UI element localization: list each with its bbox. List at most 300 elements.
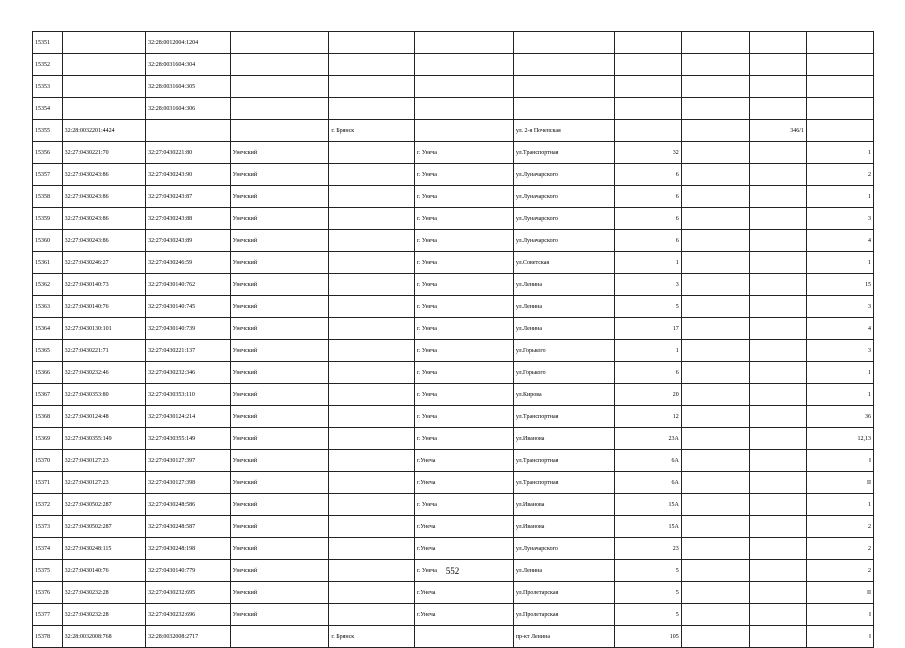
cell-apartment-left [749, 450, 806, 472]
table-row [33, 296, 874, 318]
cell-city: г. Унеча [415, 164, 514, 186]
cell-cadastral-number: 32:28:0032008:2717 [146, 626, 231, 648]
cell-source-cadastral-number: 32:28:0032008:768 [62, 626, 145, 648]
cell-row-number: 15371 [33, 472, 63, 494]
cell-source-cadastral-number: 32:27:0430221:70 [62, 142, 145, 164]
cell-district: Унечский [230, 296, 329, 318]
cell-street: ул.Кирова [513, 384, 614, 406]
cell-cadastral-number: 32:27:0430232:695 [146, 582, 231, 604]
cell-apartment: 2 [806, 164, 873, 186]
cell-city: г. Унеча [415, 340, 514, 362]
cell-house-number: 15А [614, 494, 681, 516]
cell-building [681, 472, 749, 494]
cell-apartment: 3 [806, 340, 873, 362]
cell-row-number: 15361 [33, 252, 63, 274]
cell-source-cadastral-number [62, 76, 145, 98]
cell-district: Унечский [230, 428, 329, 450]
cell-district: Унечский [230, 362, 329, 384]
cell-source-cadastral-number: 32:27:0430353:80 [62, 384, 145, 406]
cell-apartment-left [749, 384, 806, 406]
cell-cadastral-number: 32:27:0430243:87 [146, 186, 231, 208]
cell-house-number [614, 54, 681, 76]
cell-city-left [329, 340, 415, 362]
cell-apartment-left: 346/1 [749, 120, 806, 142]
cell-city [415, 120, 514, 142]
cell-city: г. Унеча [415, 362, 514, 384]
cell-city: г. Унеча [415, 318, 514, 340]
cell-source-cadastral-number: 32:27:0430243:86 [62, 208, 145, 230]
cell-house-number [614, 32, 681, 54]
cell-street: ул.Иванова [513, 494, 614, 516]
cell-apartment-left [749, 538, 806, 560]
cell-house-number [614, 120, 681, 142]
cell-street: ул.Транспортная [513, 450, 614, 472]
cell-building [681, 582, 749, 604]
cell-apartment-left [749, 582, 806, 604]
cell-source-cadastral-number: 32:27:0430355:149 [62, 428, 145, 450]
cell-row-number: 15353 [33, 76, 63, 98]
cell-city: г.Унеча [415, 582, 514, 604]
cell-city: г.Унеча [415, 538, 514, 560]
cell-source-cadastral-number: 32:27:0430243:86 [62, 230, 145, 252]
cell-source-cadastral-number: 32:27:0430243:86 [62, 186, 145, 208]
cell-district [230, 32, 329, 54]
table-row [33, 538, 874, 560]
register-table [32, 31, 874, 648]
cell-district: Унечский [230, 186, 329, 208]
cell-apartment-left [749, 362, 806, 384]
cell-building [681, 252, 749, 274]
cell-apartment: I [806, 604, 873, 626]
cell-city-left [329, 32, 415, 54]
cell-apartment [806, 54, 873, 76]
cell-house-number: 5 [614, 296, 681, 318]
cell-source-cadastral-number: 32:27:0430502:287 [62, 516, 145, 538]
cell-house-number: 6А [614, 472, 681, 494]
cell-street [513, 32, 614, 54]
cell-district: Унечский [230, 450, 329, 472]
cell-building [681, 296, 749, 318]
table-row [33, 318, 874, 340]
cell-source-cadastral-number: 32:27:0430232:28 [62, 582, 145, 604]
cell-street: ул.Ленина [513, 318, 614, 340]
table-row [33, 406, 874, 428]
cell-apartment [806, 120, 873, 142]
cell-apartment-left [749, 604, 806, 626]
cell-source-cadastral-number [62, 98, 145, 120]
cell-city [415, 54, 514, 76]
cell-city: г. Унеча [415, 384, 514, 406]
table-row [33, 142, 874, 164]
cell-row-number: 15359 [33, 208, 63, 230]
cell-city: г. Унеча [415, 494, 514, 516]
table-row [33, 186, 874, 208]
cell-street: ул.Ленина [513, 274, 614, 296]
cell-source-cadastral-number: 32:28:0032201:4424 [62, 120, 145, 142]
cell-city-left [329, 142, 415, 164]
cell-apartment: II [806, 582, 873, 604]
cell-row-number: 15358 [33, 186, 63, 208]
cell-city: г.Унеча [415, 472, 514, 494]
table-row [33, 604, 874, 626]
cell-apartment-left [749, 472, 806, 494]
cell-row-number: 15370 [33, 450, 63, 472]
table-row [33, 98, 874, 120]
cell-house-number: 6 [614, 186, 681, 208]
table-body [33, 32, 874, 648]
cell-district: Унечский [230, 472, 329, 494]
cell-row-number: 15363 [33, 296, 63, 318]
cell-row-number: 15368 [33, 406, 63, 428]
cell-source-cadastral-number: 32:27:0430124:48 [62, 406, 145, 428]
cell-building [681, 274, 749, 296]
cell-apartment-left [749, 318, 806, 340]
cell-city-left [329, 384, 415, 406]
cell-city-left [329, 76, 415, 98]
cell-cadastral-number: 32:27:0430246:59 [146, 252, 231, 274]
cell-city-left [329, 296, 415, 318]
cell-building [681, 98, 749, 120]
cell-city-left [329, 186, 415, 208]
cell-apartment [806, 98, 873, 120]
cell-apartment: I [806, 626, 873, 648]
cell-house-number: 5 [614, 560, 681, 582]
cell-building [681, 428, 749, 450]
cell-row-number: 15352 [33, 54, 63, 76]
cell-city: г.Унеча [415, 516, 514, 538]
cell-row-number: 15360 [33, 230, 63, 252]
cell-row-number: 15366 [33, 362, 63, 384]
cell-apartment: 1 [806, 186, 873, 208]
cell-row-number: 15375 [33, 560, 63, 582]
cell-city-left [329, 582, 415, 604]
cell-district: Унечский [230, 494, 329, 516]
cell-street: ул.Пролетарская [513, 582, 614, 604]
cell-cadastral-number: 32:27:0430140:762 [146, 274, 231, 296]
cell-apartment: 3 [806, 208, 873, 230]
cell-house-number: 6 [614, 164, 681, 186]
cell-apartment-left [749, 516, 806, 538]
cell-building [681, 538, 749, 560]
cell-district: Унечский [230, 208, 329, 230]
cell-city-left [329, 54, 415, 76]
cell-source-cadastral-number: 32:27:0430243:86 [62, 164, 145, 186]
cell-city-left [329, 494, 415, 516]
cell-house-number: 15А [614, 516, 681, 538]
cell-city: г.Унеча [415, 604, 514, 626]
cell-street: ул.Советская [513, 252, 614, 274]
cell-row-number: 15373 [33, 516, 63, 538]
cell-street: ул.Луначарского [513, 538, 614, 560]
cell-city [415, 626, 514, 648]
cell-apartment-left [749, 54, 806, 76]
cell-cadastral-number: 32:27:0430243:90 [146, 164, 231, 186]
cell-building [681, 494, 749, 516]
cell-source-cadastral-number: 32:27:0430248:115 [62, 538, 145, 560]
table-row [33, 230, 874, 252]
cell-city: г. Унеча [415, 142, 514, 164]
cell-house-number [614, 76, 681, 98]
cell-source-cadastral-number: 32:27:0430127:23 [62, 450, 145, 472]
table-row [33, 384, 874, 406]
cell-cadastral-number: 32:27:0430243:89 [146, 230, 231, 252]
cell-city-left [329, 538, 415, 560]
cell-cadastral-number: 32:27:0430248:198 [146, 538, 231, 560]
cell-city: г. Унеча [415, 252, 514, 274]
cell-row-number: 15367 [33, 384, 63, 406]
cell-city-left [329, 604, 415, 626]
cell-apartment: 1 [806, 252, 873, 274]
cell-source-cadastral-number: 32:27:0430232:46 [62, 362, 145, 384]
cell-building [681, 626, 749, 648]
cell-row-number: 15357 [33, 164, 63, 186]
cell-district: Унечский [230, 318, 329, 340]
cell-apartment-left [749, 98, 806, 120]
cell-row-number: 15377 [33, 604, 63, 626]
cell-cadastral-number: 32:27:0430221:137 [146, 340, 231, 362]
cell-street: ул.Луначарского [513, 208, 614, 230]
cell-apartment: 12,13 [806, 428, 873, 450]
cell-city [415, 98, 514, 120]
cell-district: Унечский [230, 274, 329, 296]
cell-cadastral-number: 32:27:0430248:587 [146, 516, 231, 538]
cell-cadastral-number: 32:27:0430232:696 [146, 604, 231, 626]
cell-row-number: 15356 [33, 142, 63, 164]
cell-district: Унечский [230, 252, 329, 274]
cell-city-left [329, 472, 415, 494]
cell-street [513, 54, 614, 76]
cell-building [681, 340, 749, 362]
cell-district: Унечский [230, 560, 329, 582]
cell-street: ул.Горького [513, 362, 614, 384]
cell-street: ул.Транспортная [513, 472, 614, 494]
cell-building [681, 208, 749, 230]
cell-street: пр-кт Ленина [513, 626, 614, 648]
cell-house-number [614, 98, 681, 120]
cell-street: ул.Луначарского [513, 186, 614, 208]
table-row [33, 428, 874, 450]
cell-cadastral-number: 32:27:0430232:346 [146, 362, 231, 384]
cell-city-left [329, 362, 415, 384]
table-row [33, 120, 874, 142]
cell-building [681, 164, 749, 186]
cell-district [230, 120, 329, 142]
cell-district: Унечский [230, 340, 329, 362]
cell-cadastral-number: 32:27:0430140:745 [146, 296, 231, 318]
cell-building [681, 76, 749, 98]
table-row [33, 32, 874, 54]
cell-house-number: 12 [614, 406, 681, 428]
cell-source-cadastral-number: 32:27:0430221:71 [62, 340, 145, 362]
cell-cadastral-number [146, 120, 231, 142]
cell-row-number: 15378 [33, 626, 63, 648]
cell-city-left: г. Брянск [329, 120, 415, 142]
cell-district: Унечский [230, 230, 329, 252]
cell-district: Унечский [230, 516, 329, 538]
cell-city-left [329, 428, 415, 450]
cell-street: ул.Иванова [513, 428, 614, 450]
cell-row-number: 15374 [33, 538, 63, 560]
cell-cadastral-number: 32:27:0430221:80 [146, 142, 231, 164]
cell-apartment-left [749, 252, 806, 274]
cell-source-cadastral-number: 32:27:0430502:287 [62, 494, 145, 516]
cell-row-number: 15351 [33, 32, 63, 54]
cell-cadastral-number: 32:27:0430124:214 [146, 406, 231, 428]
cell-apartment-left [749, 164, 806, 186]
cell-city-left: г. Брянск [329, 626, 415, 648]
cell-apartment: I [806, 450, 873, 472]
cell-cadastral-number: 32:27:0430140:739 [146, 318, 231, 340]
cell-street: ул.Ленина [513, 296, 614, 318]
cell-house-number: 23А [614, 428, 681, 450]
cell-apartment: 2 [806, 560, 873, 582]
cell-district: Унечский [230, 604, 329, 626]
table-row [33, 164, 874, 186]
cell-apartment-left [749, 208, 806, 230]
page-number: 552 [445, 566, 460, 576]
cell-cadastral-number: 32:27:0430243:88 [146, 208, 231, 230]
cell-building [681, 230, 749, 252]
cell-street [513, 76, 614, 98]
cell-city: г. Унеча [415, 230, 514, 252]
cell-row-number: 15364 [33, 318, 63, 340]
cell-building [681, 32, 749, 54]
cell-city-left [329, 98, 415, 120]
cell-cadastral-number: 32:27:0430127:397 [146, 450, 231, 472]
cell-city: г. Унеча [415, 560, 514, 582]
cell-apartment: 1 [806, 142, 873, 164]
cell-source-cadastral-number [62, 54, 145, 76]
table-row [33, 494, 874, 516]
cell-building [681, 142, 749, 164]
cell-city-left [329, 450, 415, 472]
cell-house-number: 6 [614, 208, 681, 230]
cell-apartment: II [806, 472, 873, 494]
table-row [33, 208, 874, 230]
cell-building [681, 516, 749, 538]
cell-city: г. Унеча [415, 274, 514, 296]
cell-apartment [806, 76, 873, 98]
cell-district: Унечский [230, 384, 329, 406]
cell-district: Унечский [230, 582, 329, 604]
cell-cadastral-number: 32:28:0031604:306 [146, 98, 231, 120]
cell-street: ул.Горького [513, 340, 614, 362]
table-row [33, 582, 874, 604]
cell-city: г. Унеча [415, 296, 514, 318]
table-row [33, 472, 874, 494]
cell-source-cadastral-number [62, 32, 145, 54]
cell-street: ул.Луначарского [513, 164, 614, 186]
cell-apartment-left [749, 626, 806, 648]
cell-district: Унечский [230, 406, 329, 428]
table-row [33, 274, 874, 296]
table-row [33, 76, 874, 98]
cell-street [513, 98, 614, 120]
cell-building [681, 120, 749, 142]
cell-apartment: 2 [806, 538, 873, 560]
cell-house-number: 23 [614, 538, 681, 560]
cell-apartment-left [749, 406, 806, 428]
cell-apartment-left [749, 296, 806, 318]
cell-building [681, 406, 749, 428]
cell-source-cadastral-number: 32:27:0430130:101 [62, 318, 145, 340]
cell-city [415, 32, 514, 54]
cell-cadastral-number: 32:27:0430127:398 [146, 472, 231, 494]
cell-cadastral-number: 32:27:0430353:110 [146, 384, 231, 406]
cell-building [681, 318, 749, 340]
table-row [33, 252, 874, 274]
cell-street: ул.Пролетарская [513, 604, 614, 626]
cell-house-number: 17 [614, 318, 681, 340]
cell-street: ул.Иванова [513, 516, 614, 538]
cell-city: г. Унеча [415, 406, 514, 428]
cell-house-number: 5 [614, 604, 681, 626]
cell-cadastral-number: 32:27:0430248:586 [146, 494, 231, 516]
cell-city-left [329, 318, 415, 340]
cell-city: г. Унеча [415, 208, 514, 230]
cell-cadastral-number: 32:28:0031604:305 [146, 76, 231, 98]
cell-cadastral-number: 32:28:0031604:304 [146, 54, 231, 76]
cell-city-left [329, 274, 415, 296]
cell-house-number: 6 [614, 362, 681, 384]
cell-cadastral-number: 32:27:0430140:779 [146, 560, 231, 582]
cell-apartment-left [749, 186, 806, 208]
table-row [33, 54, 874, 76]
cell-building [681, 186, 749, 208]
cell-row-number: 15376 [33, 582, 63, 604]
cell-row-number: 15372 [33, 494, 63, 516]
cell-city-left [329, 230, 415, 252]
table-row [33, 450, 874, 472]
cell-cadastral-number: 32:28:0012004:1204 [146, 32, 231, 54]
cell-building [681, 384, 749, 406]
cell-city: г.Унеча [415, 450, 514, 472]
cell-row-number: 15365 [33, 340, 63, 362]
cell-apartment: 4 [806, 318, 873, 340]
cell-apartment-left [749, 142, 806, 164]
cell-source-cadastral-number: 32:27:0430140:73 [62, 274, 145, 296]
cell-apartment: 2 [806, 516, 873, 538]
cell-apartment-left [749, 76, 806, 98]
cell-street: ул.Луначарского [513, 230, 614, 252]
cell-apartment-left [749, 32, 806, 54]
cell-apartment: 1 [806, 494, 873, 516]
cell-city: г. Унеча [415, 186, 514, 208]
cell-apartment: 1 [806, 384, 873, 406]
cell-building [681, 450, 749, 472]
cell-source-cadastral-number: 32:27:0430246:27 [62, 252, 145, 274]
cell-apartment: 15 [806, 274, 873, 296]
cell-house-number: 6А [614, 450, 681, 472]
cell-building [681, 604, 749, 626]
cell-apartment-left [749, 274, 806, 296]
cell-row-number: 15369 [33, 428, 63, 450]
cell-street: ул.Транспортная [513, 142, 614, 164]
table-row [33, 340, 874, 362]
cell-apartment [806, 32, 873, 54]
table-row [33, 626, 874, 648]
cell-building [681, 362, 749, 384]
cell-district [230, 76, 329, 98]
cell-city-left [329, 252, 415, 274]
cell-city [415, 76, 514, 98]
cell-district: Унечский [230, 142, 329, 164]
cell-city-left [329, 164, 415, 186]
cell-district: Унечский [230, 164, 329, 186]
cell-apartment-left [749, 230, 806, 252]
cell-city: г. Унеча [415, 428, 514, 450]
cell-building [681, 54, 749, 76]
